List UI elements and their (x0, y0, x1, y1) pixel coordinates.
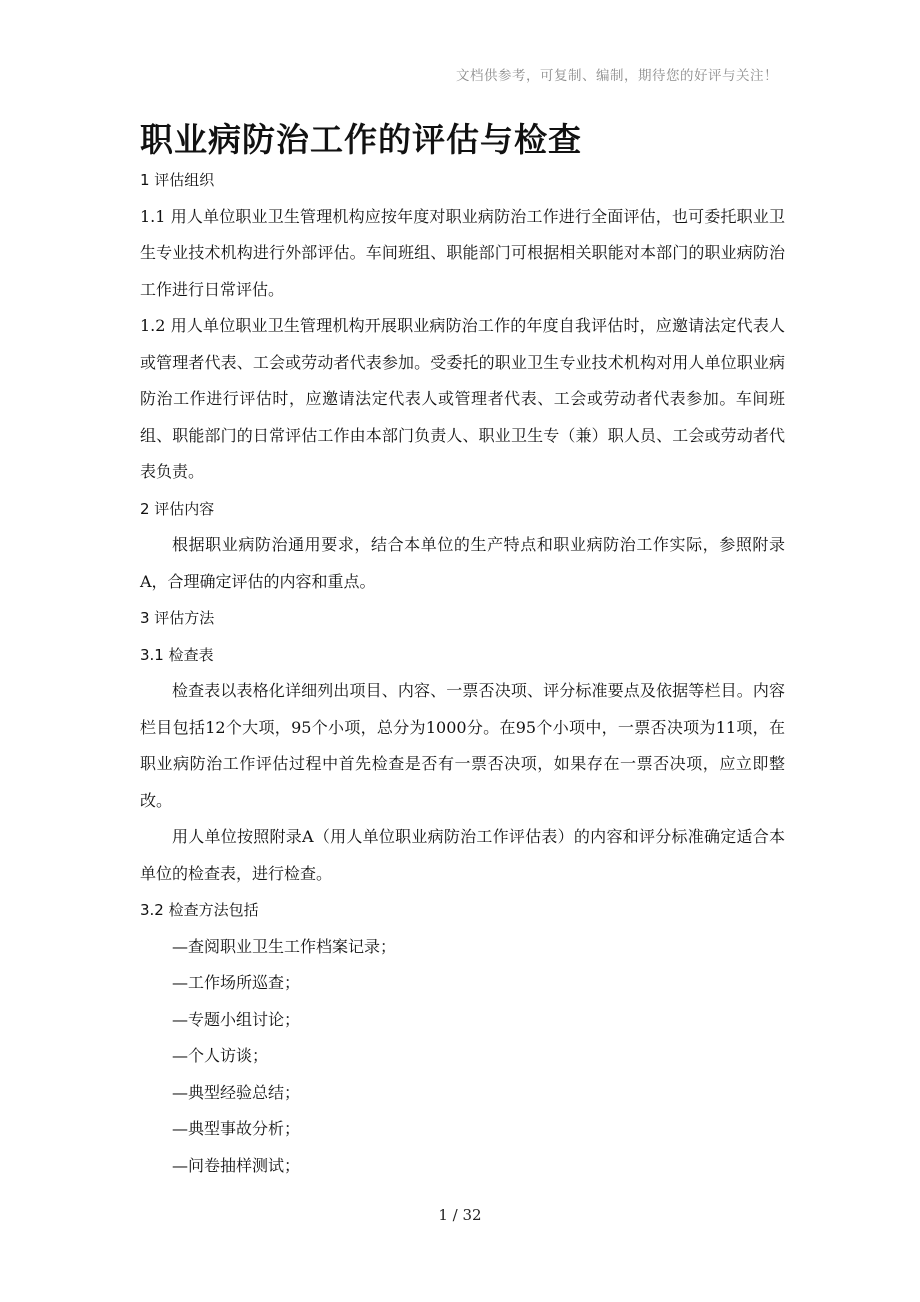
subsection-heading-3-1: 3.1 检查表 (140, 645, 214, 664)
list-item: —个人访谈； (172, 1046, 269, 1065)
list-item: —工作场所巡查； (172, 973, 301, 992)
paragraph-1-2: 1.2 用人单位职业卫生管理机构开展职业病防治工作的年度自我评估时，应邀请法定代表人或管理者代表、工会或劳动者代表参加。受委托的职业卫生专业技术机构对用人单位职业病防治工作进行评估时，应邀请法定代表人或管理者代表、工会或劳动者代表参加。车间班组、职能部门的日常评估工作由本部门负责人、职业卫生专（兼）职人员、工会或劳动者代表负责。 (140, 316, 785, 481)
document-title: 职业病防治工作的评估与检查 (140, 120, 582, 159)
paragraph-3-1-a: 检查表以表格化详细列出项目、内容、一票否决项、评分标准要点及依据等栏目。内容栏目包括12个大项，95个小项，总分为1000分。在95个小项中，一票否决项为11项，在职业病防治工作评估过程中首先检查是否有一票否决项，如果存在一票否决项，应立即整改。 (140, 681, 785, 810)
list-item: —查阅职业卫生工作档案记录； (172, 936, 397, 956)
list-item: —专题小组讨论； (172, 1009, 301, 1029)
list-item: —典型事故分析； (172, 1119, 301, 1138)
paragraph-1-1: 1.1 用人单位职业卫生管理机构应按年度对职业病防治工作进行全面评估，也可委托职业卫生专业技术机构进行外部评估。车间班组、职能部门可根据相关职能对本部门的职业病防治工作进行日常评估。 (140, 206, 785, 299)
list-item: —典型经验总结； (172, 1082, 301, 1102)
subsection-heading-3-2: 3.2 检查方法包括 (140, 901, 259, 919)
header-note: 文档供参考，可复制、编制，期待您的好评与关注！ (456, 68, 778, 84)
section-heading-1: 1 评估组织 (140, 171, 215, 189)
section-heading-3: 3 评估方法 (140, 609, 215, 627)
page-number: 1 / 32 (438, 1206, 482, 1224)
list-item: —问卷抽样测试； (172, 1155, 301, 1175)
paragraph-2: 根据职业病防治通用要求，结合本单位的生产特点和职业病防治工作实际，参照附录A，合理确定评估的内容和重点。 (140, 535, 785, 591)
paragraph-3-1-b: 用人单位按照附录A（用人单位职业病防治工作评估表）的内容和评分标准确定适合本单位的检查表，进行检查。 (140, 827, 785, 883)
document-body (140, 162, 785, 1184)
section-heading-2: 2 评估内容 (140, 499, 215, 518)
